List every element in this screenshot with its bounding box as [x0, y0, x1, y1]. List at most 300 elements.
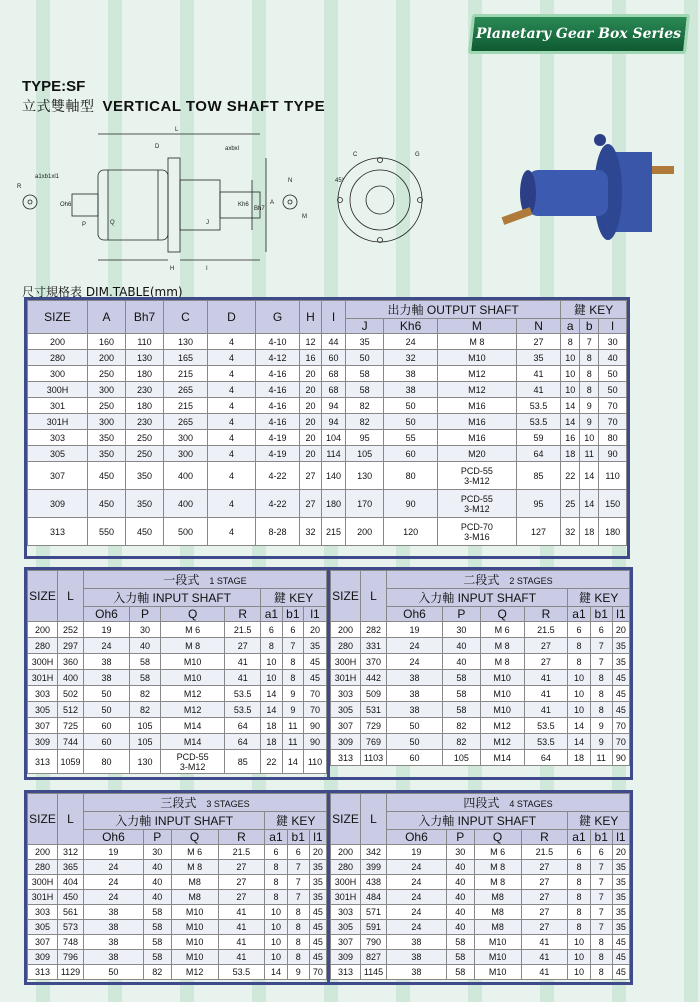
table-cell: 27 — [521, 890, 568, 905]
table-cell: 6 — [287, 845, 309, 860]
table-cell: 40 — [446, 905, 474, 920]
table-cell: M10 — [480, 686, 524, 702]
table-cell: 85 — [516, 462, 560, 490]
table-cell: 38 — [387, 965, 447, 980]
table-cell: 509 — [361, 686, 387, 702]
table-cell: 24 — [387, 875, 447, 890]
stage-title — [387, 571, 630, 589]
table-cell: 200 — [346, 518, 384, 546]
table-cell: 45 — [304, 654, 327, 670]
table-cell: 20 — [300, 446, 322, 462]
table-cell: 10 — [568, 950, 590, 965]
table-cell: 11 — [282, 734, 303, 750]
stage3-table — [27, 793, 327, 980]
table-cell: 280 — [331, 638, 361, 654]
table-cell: 8 — [568, 654, 590, 670]
table-cell: 27 — [516, 334, 560, 350]
table-cell: 14 — [261, 702, 282, 718]
table-cell: 68 — [322, 382, 346, 398]
l-header: L — [58, 571, 84, 622]
table-cell: 27 — [225, 638, 261, 654]
table-cell: 9 — [282, 686, 303, 702]
table-cell: 40 — [446, 860, 474, 875]
table-cell: 70 — [599, 414, 627, 430]
table-cell: 64 — [524, 750, 568, 766]
table-cell: 6 — [261, 622, 282, 638]
table-cell: 21.5 — [524, 622, 568, 638]
table-cell: 30 — [442, 622, 480, 638]
table-cell: 8 — [568, 875, 590, 890]
table-cell: 41 — [218, 950, 265, 965]
table-cell: 400 — [164, 462, 208, 490]
stage-title-en: 3 STAGES — [206, 799, 250, 809]
table-cell: 313 — [28, 965, 58, 980]
table-cell: 8 — [265, 890, 287, 905]
table-row — [28, 382, 627, 398]
table-cell: 53.5 — [218, 965, 265, 980]
table-cell: 200 — [88, 350, 126, 366]
drawing-label-H: H — [170, 266, 175, 272]
table-cell: 8 — [568, 638, 590, 654]
table-cell: 484 — [361, 890, 387, 905]
table-cell: 110 — [599, 462, 627, 490]
table-cell: 27 — [521, 920, 568, 935]
subheader-cell: P — [442, 607, 480, 622]
table-cell: 140 — [322, 462, 346, 490]
table-cell: 53.5 — [225, 686, 261, 702]
table-cell: M14 — [161, 734, 225, 750]
subheader-cell: R — [524, 607, 568, 622]
table-cell: M10 — [474, 935, 521, 950]
table-cell: 250 — [126, 446, 164, 462]
table-cell: 300 — [164, 430, 208, 446]
table-cell: 58 — [446, 950, 474, 965]
stage2-table — [330, 570, 630, 766]
table-cell: 50 — [84, 702, 130, 718]
table-cell: 350 — [88, 446, 126, 462]
table-cell: 114 — [322, 446, 346, 462]
table-cell: 45 — [612, 686, 629, 702]
subtitle — [22, 96, 325, 116]
stage-title-en: 1 STAGE — [209, 576, 247, 586]
table-cell: 94 — [322, 398, 346, 414]
table-cell: M 8 — [437, 334, 516, 350]
table-row — [28, 875, 327, 890]
table-cell: 313 — [331, 750, 361, 766]
table-cell: 85 — [225, 750, 261, 774]
table-cell: M12 — [437, 366, 516, 382]
table-cell: 82 — [143, 965, 171, 980]
table-cell: 40 — [446, 920, 474, 935]
table-cell: M 6 — [161, 622, 225, 638]
table-cell: 40 — [143, 890, 171, 905]
table-cell: 180 — [126, 398, 164, 414]
table-cell: 105 — [346, 446, 384, 462]
table-cell: 58 — [446, 935, 474, 950]
table-row — [28, 446, 627, 462]
table-cell: 53.5 — [516, 398, 560, 414]
table-cell: 94 — [322, 414, 346, 430]
table-cell: 41 — [524, 702, 568, 718]
table-cell: 20 — [300, 414, 322, 430]
drawing-label-45deg: 45° — [335, 178, 345, 184]
subheader-cell: l — [599, 319, 627, 334]
table-cell: 20 — [300, 398, 322, 414]
table-cell: 180 — [599, 518, 627, 546]
table-cell: 82 — [442, 734, 480, 750]
table-cell: 104 — [322, 430, 346, 446]
table-cell: 27 — [524, 654, 568, 670]
header-cell: G — [256, 301, 300, 334]
table-cell: 44 — [322, 334, 346, 350]
table-cell: 4-16 — [256, 414, 300, 430]
table-cell: 300 — [88, 382, 126, 398]
table-row — [331, 875, 630, 890]
drawing-label-R: R — [17, 184, 22, 190]
table-cell: 90 — [304, 718, 327, 734]
table-cell: 8 — [261, 638, 282, 654]
table-cell: 59 — [516, 430, 560, 446]
table-cell: 14 — [561, 398, 580, 414]
stage-title-row — [28, 794, 327, 812]
table-cell: 10 — [568, 702, 590, 718]
table-cell: 27 — [218, 890, 265, 905]
table-cell: 4 — [208, 350, 256, 366]
table-cell: 130 — [126, 350, 164, 366]
table-cell: 41 — [521, 965, 568, 980]
table-cell: 729 — [361, 718, 387, 734]
table-cell: 301H — [28, 890, 58, 905]
table-cell: 14 — [561, 414, 580, 430]
table-cell: 32 — [561, 518, 580, 546]
table-cell: 50 — [599, 382, 627, 398]
table-cell: 41 — [521, 950, 568, 965]
drawing-label-M: M — [302, 214, 307, 220]
table-row — [331, 950, 630, 965]
table-cell: M 8 — [171, 860, 218, 875]
drawing-label-G: G — [415, 152, 420, 158]
table-cell: 6 — [282, 622, 303, 638]
table-cell: 7 — [590, 860, 612, 875]
table-cell: 309 — [28, 490, 88, 518]
table-cell: 8 — [590, 965, 612, 980]
table-cell: M8 — [474, 905, 521, 920]
table-cell: 8 — [590, 950, 612, 965]
table-cell: 45 — [309, 935, 326, 950]
table-cell: 105 — [129, 718, 160, 734]
subheader-cell: b1 — [287, 830, 309, 845]
table-row — [28, 334, 627, 350]
table-cell: 40 — [599, 350, 627, 366]
table-cell: M10 — [480, 702, 524, 718]
subheader-cell: b1 — [282, 607, 303, 622]
table-cell: PCD-70 3-M16 — [437, 518, 516, 546]
table-cell: 60 — [84, 734, 130, 750]
table-cell: 16 — [561, 430, 580, 446]
table-cell: 250 — [88, 398, 126, 414]
table-cell: 748 — [58, 935, 84, 950]
table-cell: 45 — [612, 702, 629, 718]
key-header: 鍵 KEY — [568, 589, 630, 607]
table-cell: M10 — [171, 905, 218, 920]
drawing-label-A: A — [270, 200, 275, 206]
table-cell: 7 — [287, 890, 309, 905]
table-row — [28, 462, 627, 490]
table-cell: 305 — [331, 702, 361, 718]
subtitle-cn: 立式雙軸型 — [22, 99, 95, 115]
table-cell: 10 — [580, 430, 599, 446]
table-cell: 41 — [516, 382, 560, 398]
table-cell: 165 — [164, 350, 208, 366]
subheader-cell: Oh6 — [387, 830, 447, 845]
table-cell: 53.5 — [524, 718, 568, 734]
subheader-cell: Oh6 — [387, 607, 443, 622]
drawing-label-axbxl: axbxl — [225, 146, 240, 152]
table-cell: 550 — [88, 518, 126, 546]
table-row — [28, 750, 327, 774]
table-cell: 20 — [612, 845, 629, 860]
l-header: L — [58, 794, 84, 845]
table-cell: 24 — [84, 875, 144, 890]
table-cell: 313 — [28, 750, 58, 774]
table-cell: 8 — [590, 686, 612, 702]
table-cell: M8 — [171, 875, 218, 890]
stage-title — [387, 794, 630, 812]
table-cell: 10 — [265, 905, 287, 920]
table-cell: 70 — [304, 686, 327, 702]
table-cell: 7 — [287, 875, 309, 890]
table-row — [331, 920, 630, 935]
table-cell: 4-22 — [256, 490, 300, 518]
table-cell: 4-16 — [256, 382, 300, 398]
table-cell: 19 — [387, 622, 443, 638]
table-cell: M16 — [437, 398, 516, 414]
table-cell: 58 — [442, 670, 480, 686]
stage-title-en: 2 STAGES — [509, 576, 553, 586]
stage-title-cn: 四段式 — [463, 796, 500, 810]
table-cell: 19 — [387, 845, 447, 860]
table-cell: 4 — [208, 518, 256, 546]
table-cell: 32 — [300, 518, 322, 546]
table-cell: 24 — [384, 334, 438, 350]
table-cell: 50 — [384, 414, 438, 430]
table-cell: 18 — [568, 750, 590, 766]
table-cell: 50 — [599, 366, 627, 382]
table-cell: 8 — [580, 350, 599, 366]
table-cell: 9 — [282, 702, 303, 718]
table-cell: 14 — [261, 686, 282, 702]
table-cell: 300H — [28, 382, 88, 398]
table-cell: 4-22 — [256, 462, 300, 490]
table-cell: 8 — [590, 702, 612, 718]
table-cell: 50 — [384, 398, 438, 414]
table-cell: 305 — [28, 702, 58, 718]
table-cell: 105 — [129, 734, 160, 750]
table-cell: 27 — [300, 462, 322, 490]
table-cell: 10 — [261, 670, 282, 686]
table-row — [331, 905, 630, 920]
table-cell: M10 — [437, 350, 516, 366]
dim-table-label: 尺寸規格表 DIM.TABLE(mm) — [22, 285, 183, 299]
table-cell: 8 — [287, 950, 309, 965]
table-cell: 4-12 — [256, 350, 300, 366]
table-cell: 110 — [304, 750, 327, 774]
table-cell: M10 — [171, 920, 218, 935]
table-row — [28, 622, 327, 638]
table-cell: 58 — [442, 686, 480, 702]
table-cell: 41 — [225, 654, 261, 670]
subheader-cell: Q — [171, 830, 218, 845]
table-cell: 300H — [28, 875, 58, 890]
table-cell: 4 — [208, 334, 256, 350]
table-cell: M16 — [437, 430, 516, 446]
size-header: SIZE — [331, 794, 361, 845]
table-cell: 20 — [612, 622, 629, 638]
table-cell: 400 — [164, 490, 208, 518]
table-cell: 80 — [384, 462, 438, 490]
table-cell: 35 — [346, 334, 384, 350]
table-cell: 6 — [568, 845, 590, 860]
stage-title-en: 4 STAGES — [509, 799, 553, 809]
stage-title — [84, 571, 327, 589]
table-cell: 19 — [84, 622, 130, 638]
table-cell: 45 — [612, 935, 629, 950]
table-cell: 360 — [58, 654, 84, 670]
table-cell: 80 — [84, 750, 130, 774]
subheader-cell: Q — [161, 607, 225, 622]
table-cell: 307 — [28, 935, 58, 950]
size-header: SIZE — [28, 571, 58, 622]
table-cell: 127 — [516, 518, 560, 546]
table-row — [331, 734, 630, 750]
table-cell: 10 — [561, 366, 580, 382]
subheader-cell: J — [346, 319, 384, 334]
table-cell: 30 — [143, 845, 171, 860]
table-cell: 38 — [84, 905, 144, 920]
table-cell: 512 — [58, 702, 84, 718]
table-cell: 9 — [590, 718, 612, 734]
table-cell: 90 — [612, 750, 629, 766]
table-cell: M8 — [171, 890, 218, 905]
table-cell: 4-19 — [256, 430, 300, 446]
table-cell: 280 — [28, 638, 58, 654]
table-cell: 8-28 — [256, 518, 300, 546]
table-cell: 38 — [387, 702, 443, 718]
table-cell: 309 — [331, 734, 361, 750]
table-cell: M8 — [474, 890, 521, 905]
table-cell: 16 — [300, 350, 322, 366]
table-cell: 11 — [580, 446, 599, 462]
subheader-cell: b1 — [590, 607, 612, 622]
table-cell: 64 — [516, 446, 560, 462]
table-cell: 280 — [331, 860, 361, 875]
table-cell: M8 — [474, 920, 521, 935]
table-cell: 40 — [442, 638, 480, 654]
stage-title-row — [331, 794, 630, 812]
table-cell: 60 — [322, 350, 346, 366]
table-cell: 8 — [561, 334, 580, 350]
table-cell: 827 — [361, 950, 387, 965]
table-cell: 10 — [265, 950, 287, 965]
table-cell: 350 — [126, 490, 164, 518]
table-row — [28, 654, 327, 670]
table-cell: 591 — [361, 920, 387, 935]
table-cell: 35 — [304, 638, 327, 654]
table-cell: 27 — [300, 490, 322, 518]
table-cell: 14 — [568, 718, 590, 734]
table-cell: 10 — [265, 935, 287, 950]
table-cell: 58 — [143, 905, 171, 920]
table-cell: 309 — [331, 950, 361, 965]
table-cell: 58 — [129, 654, 160, 670]
table-cell: 70 — [612, 734, 629, 750]
table-cell: 38 — [384, 382, 438, 398]
table-cell: 9 — [580, 414, 599, 430]
table-cell: 50 — [387, 734, 443, 750]
subheader-cell: a1 — [568, 830, 590, 845]
table-cell: M16 — [437, 414, 516, 430]
table-cell: 27 — [521, 875, 568, 890]
table-cell: 160 — [88, 334, 126, 350]
drawing-label-N: N — [288, 178, 293, 184]
table-cell: 10 — [265, 920, 287, 935]
table-cell: 450 — [58, 890, 84, 905]
table-row — [28, 935, 327, 950]
table-cell: M12 — [161, 686, 225, 702]
table-cell: 53.5 — [516, 414, 560, 430]
table-cell: 309 — [28, 950, 58, 965]
table-cell: M12 — [171, 965, 218, 980]
table-cell: 8 — [568, 890, 590, 905]
table-cell: 744 — [58, 734, 84, 750]
subtitle-en: VERTICAL TOW SHAFT TYPE — [102, 98, 326, 115]
table-cell: 14 — [568, 734, 590, 750]
table-cell: 95 — [516, 490, 560, 518]
table-cell: 14 — [265, 965, 287, 980]
table-cell: 55 — [384, 430, 438, 446]
table-cell: 10 — [261, 654, 282, 670]
key-header: 鍵 KEY — [261, 589, 327, 607]
table-cell: 30 — [129, 622, 160, 638]
table-cell: 1129 — [58, 965, 84, 980]
table-cell: 24 — [387, 860, 447, 875]
table-row — [331, 654, 630, 670]
table-cell: M 8 — [474, 875, 521, 890]
table-cell: 35 — [612, 920, 629, 935]
table-cell: 25 — [561, 490, 580, 518]
l-header: L — [361, 794, 387, 845]
table-cell: 38 — [384, 366, 438, 382]
table-cell: 10 — [561, 382, 580, 398]
table-cell: 10 — [568, 670, 590, 686]
table-cell: 300H — [28, 654, 58, 670]
table-cell: 301H — [331, 670, 361, 686]
table-cell: 790 — [361, 935, 387, 950]
table-cell: 6 — [590, 845, 612, 860]
stage-title-cn: 三段式 — [160, 796, 197, 810]
table-cell: 350 — [126, 462, 164, 490]
table-cell: 6 — [568, 622, 590, 638]
input-shaft-header: 入力軸 INPUT SHAFT — [84, 589, 261, 607]
header-cell: SIZE — [28, 301, 88, 334]
table-cell: 280 — [28, 350, 88, 366]
table-cell: 35 — [612, 875, 629, 890]
table-cell: 38 — [84, 920, 144, 935]
table-cell: 19 — [84, 845, 144, 860]
table-cell: 45 — [309, 950, 326, 965]
table-cell: 82 — [346, 398, 384, 414]
table-cell: 35 — [309, 890, 326, 905]
